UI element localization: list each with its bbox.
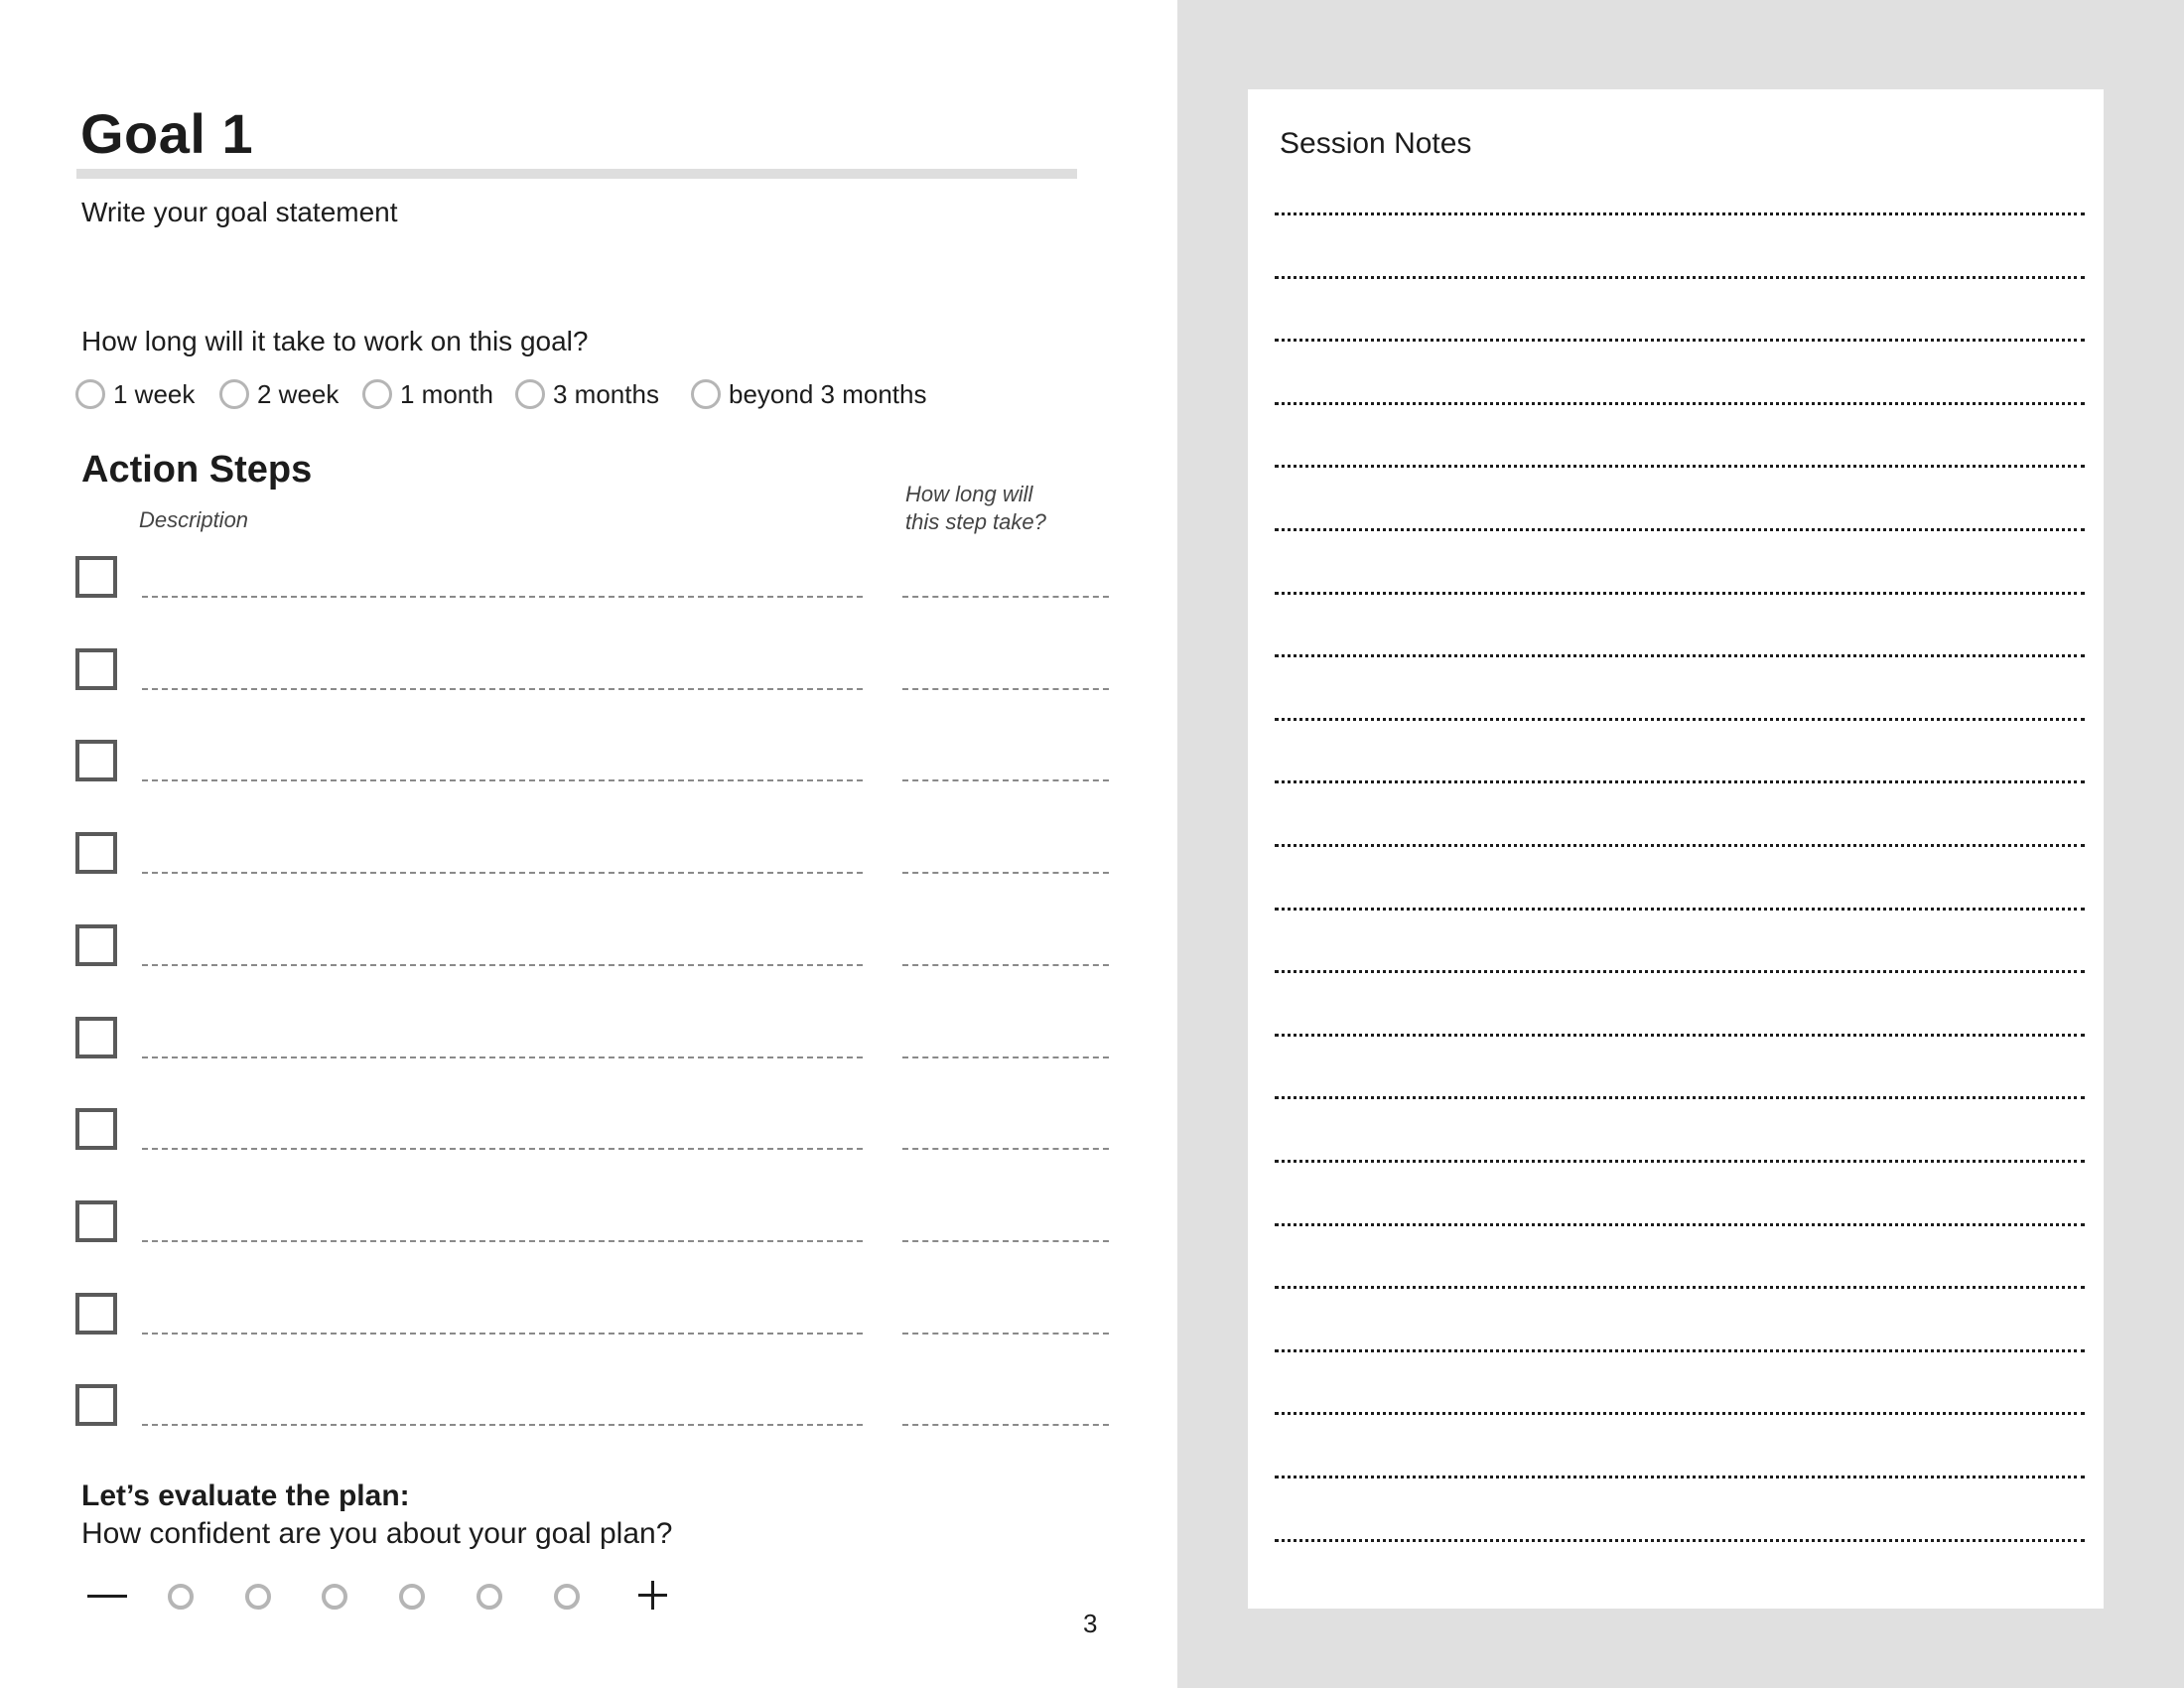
step-duration-field[interactable] xyxy=(902,1148,1109,1150)
note-writing-line[interactable] xyxy=(1275,1286,2085,1289)
note-writing-line[interactable] xyxy=(1275,1412,2085,1415)
radio-label: 1 month xyxy=(400,378,493,409)
action-step-row xyxy=(75,832,1118,892)
evaluation-heading: Let’s evaluate the plan: xyxy=(81,1479,410,1512)
session-notes-title: Session Notes xyxy=(1280,127,1472,160)
step-time-header-line-2: this step take? xyxy=(905,509,1046,534)
session-notes-panel xyxy=(1248,89,2104,1609)
note-writing-line[interactable] xyxy=(1275,1539,2085,1542)
step-duration-field[interactable] xyxy=(902,872,1109,874)
note-writing-line[interactable] xyxy=(1275,1223,2085,1226)
step-checkbox[interactable] xyxy=(75,924,117,966)
step-checkbox[interactable] xyxy=(75,832,117,874)
step-checkbox[interactable] xyxy=(75,1384,117,1426)
duration-option-beyond-3-months[interactable] xyxy=(691,377,926,411)
note-writing-line[interactable] xyxy=(1275,212,2085,215)
step-description-field[interactable] xyxy=(142,1333,863,1335)
step-checkbox[interactable] xyxy=(75,648,117,690)
note-writing-line[interactable] xyxy=(1275,1476,2085,1478)
note-writing-line[interactable] xyxy=(1275,339,2085,342)
duration-option-3-months[interactable] xyxy=(515,377,659,411)
title-divider xyxy=(76,169,1077,179)
step-description-field[interactable] xyxy=(142,779,863,781)
confidence-scale-point[interactable] xyxy=(322,1584,347,1610)
step-time-header-line-1: How long will xyxy=(905,482,1033,506)
duration-option-1-week[interactable] xyxy=(75,377,195,411)
step-duration-field[interactable] xyxy=(902,1333,1109,1335)
description-column-header: Description xyxy=(139,507,249,532)
confidence-question: How confident are you about your goal plan? xyxy=(81,1517,673,1550)
note-writing-line[interactable] xyxy=(1275,718,2085,721)
step-checkbox[interactable] xyxy=(75,556,117,598)
radio-circle-icon[interactable] xyxy=(515,379,545,409)
radio-label: 2 week xyxy=(257,378,340,409)
confidence-scale-point[interactable] xyxy=(477,1584,502,1610)
confidence-scale-point[interactable] xyxy=(245,1584,271,1610)
action-step-row xyxy=(75,1200,1118,1260)
action-step-row xyxy=(75,924,1118,984)
radio-circle-icon[interactable] xyxy=(691,379,721,409)
note-writing-line[interactable] xyxy=(1275,528,2085,531)
action-step-row xyxy=(75,1293,1118,1352)
step-time-column-header xyxy=(905,481,1046,536)
duration-option-2-week[interactable] xyxy=(219,377,339,411)
radio-circle-icon[interactable] xyxy=(362,379,392,409)
step-description-field[interactable] xyxy=(142,872,863,874)
note-writing-line[interactable] xyxy=(1275,276,2085,279)
note-writing-line[interactable] xyxy=(1275,1034,2085,1037)
note-writing-line[interactable] xyxy=(1275,592,2085,595)
plus-icon xyxy=(633,1575,673,1615)
action-step-row xyxy=(75,1384,1118,1444)
step-checkbox[interactable] xyxy=(75,1200,117,1242)
minus-icon xyxy=(87,1595,127,1598)
note-writing-line[interactable] xyxy=(1275,970,2085,973)
action-step-row xyxy=(75,740,1118,799)
action-step-row xyxy=(75,1108,1118,1168)
confidence-scale xyxy=(87,1575,683,1615)
note-writing-line[interactable] xyxy=(1275,654,2085,657)
step-description-field[interactable] xyxy=(142,964,863,966)
step-checkbox[interactable] xyxy=(75,1293,117,1335)
goal-statement-label: Write your goal statement xyxy=(81,197,398,227)
step-description-field[interactable] xyxy=(142,1148,863,1150)
session-notes-page xyxy=(1177,0,2184,1688)
note-writing-line[interactable] xyxy=(1275,908,2085,911)
page-title: Goal 1 xyxy=(80,102,254,165)
confidence-scale-point[interactable] xyxy=(168,1584,194,1610)
radio-label: 3 months xyxy=(553,378,659,409)
radio-label: beyond 3 months xyxy=(729,378,927,409)
step-checkbox[interactable] xyxy=(75,1017,117,1058)
note-writing-line[interactable] xyxy=(1275,844,2085,847)
step-description-field[interactable] xyxy=(142,1424,863,1426)
radio-circle-icon[interactable] xyxy=(219,379,249,409)
step-description-field[interactable] xyxy=(142,596,863,598)
action-step-row xyxy=(75,556,1118,616)
step-duration-field[interactable] xyxy=(902,1424,1109,1426)
step-duration-field[interactable] xyxy=(902,1240,1109,1242)
note-writing-line[interactable] xyxy=(1275,1349,2085,1352)
radio-circle-icon[interactable] xyxy=(75,379,105,409)
step-duration-field[interactable] xyxy=(902,1056,1109,1058)
note-writing-line[interactable] xyxy=(1275,402,2085,405)
step-checkbox[interactable] xyxy=(75,740,117,781)
step-description-field[interactable] xyxy=(142,1240,863,1242)
radio-label: 1 week xyxy=(113,378,196,409)
action-steps-heading: Action Steps xyxy=(81,449,313,491)
step-description-field[interactable] xyxy=(142,1056,863,1058)
action-step-row xyxy=(75,648,1118,708)
note-writing-line[interactable] xyxy=(1275,780,2085,783)
duration-question: How long will it take to work on this goal? xyxy=(81,326,589,356)
note-writing-line[interactable] xyxy=(1275,465,2085,468)
note-writing-line[interactable] xyxy=(1275,1160,2085,1163)
step-checkbox[interactable] xyxy=(75,1108,117,1150)
confidence-scale-point[interactable] xyxy=(554,1584,580,1610)
step-duration-field[interactable] xyxy=(902,779,1109,781)
step-duration-field[interactable] xyxy=(902,964,1109,966)
step-description-field[interactable] xyxy=(142,688,863,690)
duration-option-1-month[interactable] xyxy=(362,377,493,411)
action-step-row xyxy=(75,1017,1118,1076)
note-writing-line[interactable] xyxy=(1275,1096,2085,1099)
step-duration-field[interactable] xyxy=(902,688,1109,690)
page-number: 3 xyxy=(1083,1609,1098,1638)
step-duration-field[interactable] xyxy=(902,596,1109,598)
confidence-scale-point[interactable] xyxy=(399,1584,425,1610)
